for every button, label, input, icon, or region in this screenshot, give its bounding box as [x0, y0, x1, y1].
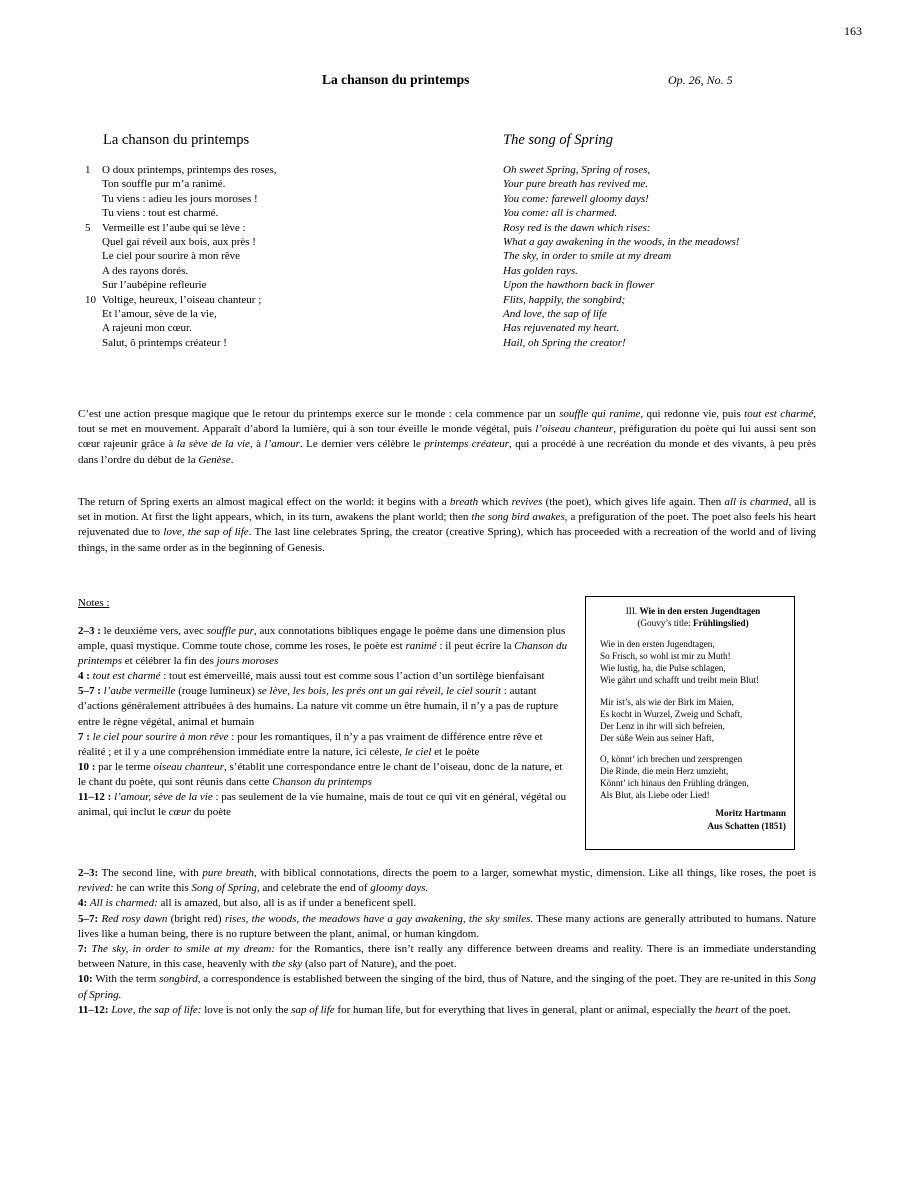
- verse-text: Tu viens : tout est charmé.: [102, 207, 219, 220]
- poem-line: [85, 249, 485, 263]
- german-line: So Frisch, so wohl ist mir zu Muth!: [600, 651, 731, 662]
- poem-line: [85, 163, 485, 177]
- poem-heading-french: La chanson du printemps: [103, 132, 250, 148]
- note-item: 10: With the term songbird, a correspondence is established between the singing of the bird, thus of Nature, and the singing of the poet. They are re-united in this Song of Spring.: [78, 973, 816, 1001]
- notes-english: [78, 866, 816, 1018]
- notes-label: Notes :: [78, 597, 110, 609]
- line-number: 1: [85, 164, 91, 176]
- line-number: [85, 321, 102, 335]
- german-line: Wie gährt und schafft und treibt mein Blut!: [600, 675, 759, 686]
- verse-text: Ton souffle pur m’a ranimé.: [102, 178, 226, 191]
- german-subtitle: (Gouvy’s title: Frühlingslied): [637, 618, 749, 629]
- poem-line: You come: farewell gloomy days!: [503, 192, 649, 205]
- verse-text: Et l’amour, sève de la vie,: [102, 308, 217, 321]
- poem-line: [85, 264, 485, 278]
- poem-line: [85, 177, 485, 191]
- verse-text: Sur l’aubépine refleurie: [102, 279, 207, 292]
- poem-line: You come: all is charmed.: [503, 207, 618, 220]
- german-stanza: [600, 753, 786, 801]
- verse-text: A rajeuni mon cœur.: [102, 322, 192, 335]
- page-number: 163: [844, 24, 862, 38]
- verse-text: O doux printemps, printemps des roses,: [102, 164, 277, 176]
- note-item: 7: The sky, in order to smile at my dream: for the Romantics, there isn’t really any difference between dreams and reality. There is an immediate understanding between Nature, in this case, heavenly with the sky (also part of Nature), and the poet.: [78, 943, 816, 971]
- page-title: La chanson du printemps: [322, 72, 470, 87]
- verse-text: Tu viens : adieu les jours moroses !: [102, 192, 258, 205]
- german-line: Wie in den ersten Jugendtagen,: [600, 639, 715, 650]
- german-title: III. Wie in den ersten Jugendtagen: [625, 606, 761, 616]
- poem-line: [85, 235, 485, 249]
- line-number: [85, 235, 102, 249]
- line-number: [85, 307, 102, 321]
- german-line: O, könnt’ ich brechen und zersprengen: [600, 753, 743, 764]
- line-number: [85, 278, 102, 292]
- german-original-text-box: [585, 596, 795, 850]
- poem-line: [85, 321, 485, 335]
- poem-line: [85, 278, 485, 292]
- line-number: 10: [85, 293, 96, 306]
- poem-line: [85, 192, 485, 206]
- note-item: 4 : tout est charmé : tout est émerveillé, mais aussi tout est comme sous l’action d’un sortilège bienfaisant: [78, 670, 545, 683]
- note-item: 11–12: Love, the sap of life: love is not only the sap of life for human life, but for everything that lives in general, plant or animal, especially the heart of the poet.: [78, 1003, 791, 1016]
- line-number: [85, 206, 102, 220]
- verse-text: Quel gai réveil aux bois, aux près !: [102, 236, 256, 249]
- poem-line: Has rejuvenated my heart.: [503, 322, 620, 335]
- poem-line: Rosy red is the dawn which rises:: [503, 221, 651, 234]
- verse-text: Le ciel pour sourire à mon rêve: [102, 250, 241, 263]
- poem-line: [85, 336, 485, 350]
- verse-text: A des rayons dorés.: [102, 264, 189, 277]
- verse-text: Vermeille est l’aube qui se lève :: [102, 221, 246, 234]
- note-item: 10 : par le terme oiseau chanteur, s’établit une correspondance entre le chant de l’oiseau, donc de la nature, et le chant du poète, qui sont réunis dans cette Chanson du printemps: [78, 760, 563, 788]
- german-line: Könnt’ ich hinaus den Frühling drängen,: [600, 778, 749, 789]
- poem-line: The sky, in order to smile at my dream: [503, 250, 672, 263]
- poem-french: [85, 163, 485, 350]
- note-item: 7 : le ciel pour sourire à mon rêve : pour les romantiques, il n’y a pas vraiment de différence entre rêve et réalité ; et il y a une compréhension immédiate entre la nature, ici céleste, le ciel et le poète: [78, 730, 543, 758]
- note-item: 5–7: Red rosy dawn (bright red) rises, the woods, the meadows have a gay awakening, the sky smiles. These many actions are generally attributed to humans. Nature lives like a human being, there is no rupture between the plant, animal, or human kingdom.: [78, 912, 816, 940]
- line-number: [85, 177, 102, 191]
- verse-text: Salut, ô printemps créateur !: [102, 336, 227, 349]
- german-author: [600, 807, 786, 833]
- opus-number: Op. 26, No. 5: [668, 73, 733, 87]
- line-number: [85, 336, 102, 350]
- verse-text: Voltige, heureux, l’oiseau chanteur ;: [102, 293, 262, 306]
- commentary-french: C’est une action presque magique que le retour du printemps exerce sur le monde : cela commence par un souffle qui ranime, qui redonne vie, puis tout est charmé, tout se met en mouvement. Apparaît d’abord la lumière, qui à son tour éveille le monde végétal, puis l’oiseau chanteur, préfiguration du poète qui lui aussi sent son cœur rajeunir grâce à la sève de la vie, à l’amour. Le dernier vers célèbre le printemps créateur, qui a procédé à une recréation du monde et des vivants, à peu près dans l’ordre du début de la Genèse.: [78, 408, 817, 466]
- german-line: Es kocht in Wurzel, Zweig und Schaft,: [600, 708, 743, 719]
- poem-line: Your pure breath has revived me.: [503, 178, 649, 191]
- poem-line: [85, 206, 485, 220]
- german-line: Als Blut, als Liebe oder Lied!: [600, 790, 710, 801]
- poem-line: Has golden rays.: [503, 264, 578, 277]
- note-item: 2–3 : le deuxième vers, avec souffle pur, aux connotations bibliques engage le poème dans une dimension plus ample, quasi mystique. Comme toute chose, comme les roses, le poète est ranimé : il peut écrire la Chanson du printemps et célébrer la fin des jours moroses: [78, 625, 568, 668]
- poem-line: [85, 221, 485, 235]
- note-item: 4: All is charmed: all is amazed, but also, all is as if under a beneficent spell.: [78, 897, 417, 910]
- poem-heading-english: The song of Spring: [503, 132, 613, 148]
- poem-line: And love, the sap of life: [503, 308, 607, 321]
- german-line: Der Lenz in ihr will sich befreien,: [600, 720, 725, 731]
- german-stanza: [600, 696, 786, 744]
- poem-line: What a gay awakening in the woods, in the meadows!: [503, 236, 740, 249]
- german-line: Wie lustig, ha, die Pulse schlagen,: [600, 663, 726, 674]
- author-name: Moritz Hartmann: [715, 808, 786, 819]
- line-number: [85, 249, 102, 263]
- notes-french: [78, 624, 568, 820]
- poem-line: Hail, oh Spring the creator!: [503, 336, 626, 349]
- german-line: Die Rinde, die mein Herz umzieht,: [600, 766, 729, 777]
- german-line: Der süße Wein aus seiner Haft,: [600, 732, 714, 743]
- german-line: Mir ist’s, als wie der Birk im Maien,: [600, 696, 734, 707]
- commentary-english: The return of Spring exerts an almost magical effect on the world: it begins with a breath which revives (the poet), which gives life again. Then all is charmed, all is set in motion. At first the light appears, which, in its turn, awakens the plant world; then the song bird awakes, a prefiguration of the poet. The poet also feels his heart rejuvenated due to love, the sap of life. The last line celebrates Spring, the creator (creative Spring), which has proceeded with a recreation of the world and of living things, in the same order as in the beginning of Genesis.: [78, 496, 817, 554]
- poem-line: Upon the hawthorn back in flower: [503, 279, 655, 292]
- author-source: Aus Schatten (1851): [707, 821, 786, 832]
- note-item: 11–12 : l’amour, sève de la vie : pas seulement de la vie humaine, mais de tout ce qui vit en général, végétal ou animal, qui inclut le cœur du poète: [78, 791, 567, 819]
- poem-line: Oh sweet Spring, Spring of roses,: [503, 164, 651, 176]
- poem-line: [85, 307, 485, 321]
- note-item: 2–3: The second line, with pure breath, with biblical connotations, directs the poem to a larger, somewhat mystic, dimension. Like all things, like roses, the poet is revived: he can write this Song of Spring, and celebrate the end of gloomy days.: [78, 867, 817, 895]
- note-item: 5–7 : l’aube vermeille (rouge lumineux) se lève, les bois, les prés ont un gai réveil, le ciel sourit : autant d’actions généralement attribuées à des humains. La nature vit comme un être humain, il n’y a pas de rupture entre le règne végétal, animal et humain: [78, 685, 559, 728]
- poem-english: [503, 163, 883, 350]
- line-number: [85, 264, 102, 278]
- line-number: 5: [85, 221, 91, 234]
- poem-line: [85, 293, 485, 307]
- poem-line: Flits, happily, the songbird;: [503, 293, 626, 306]
- german-stanza: [600, 638, 786, 686]
- line-number: [85, 192, 102, 206]
